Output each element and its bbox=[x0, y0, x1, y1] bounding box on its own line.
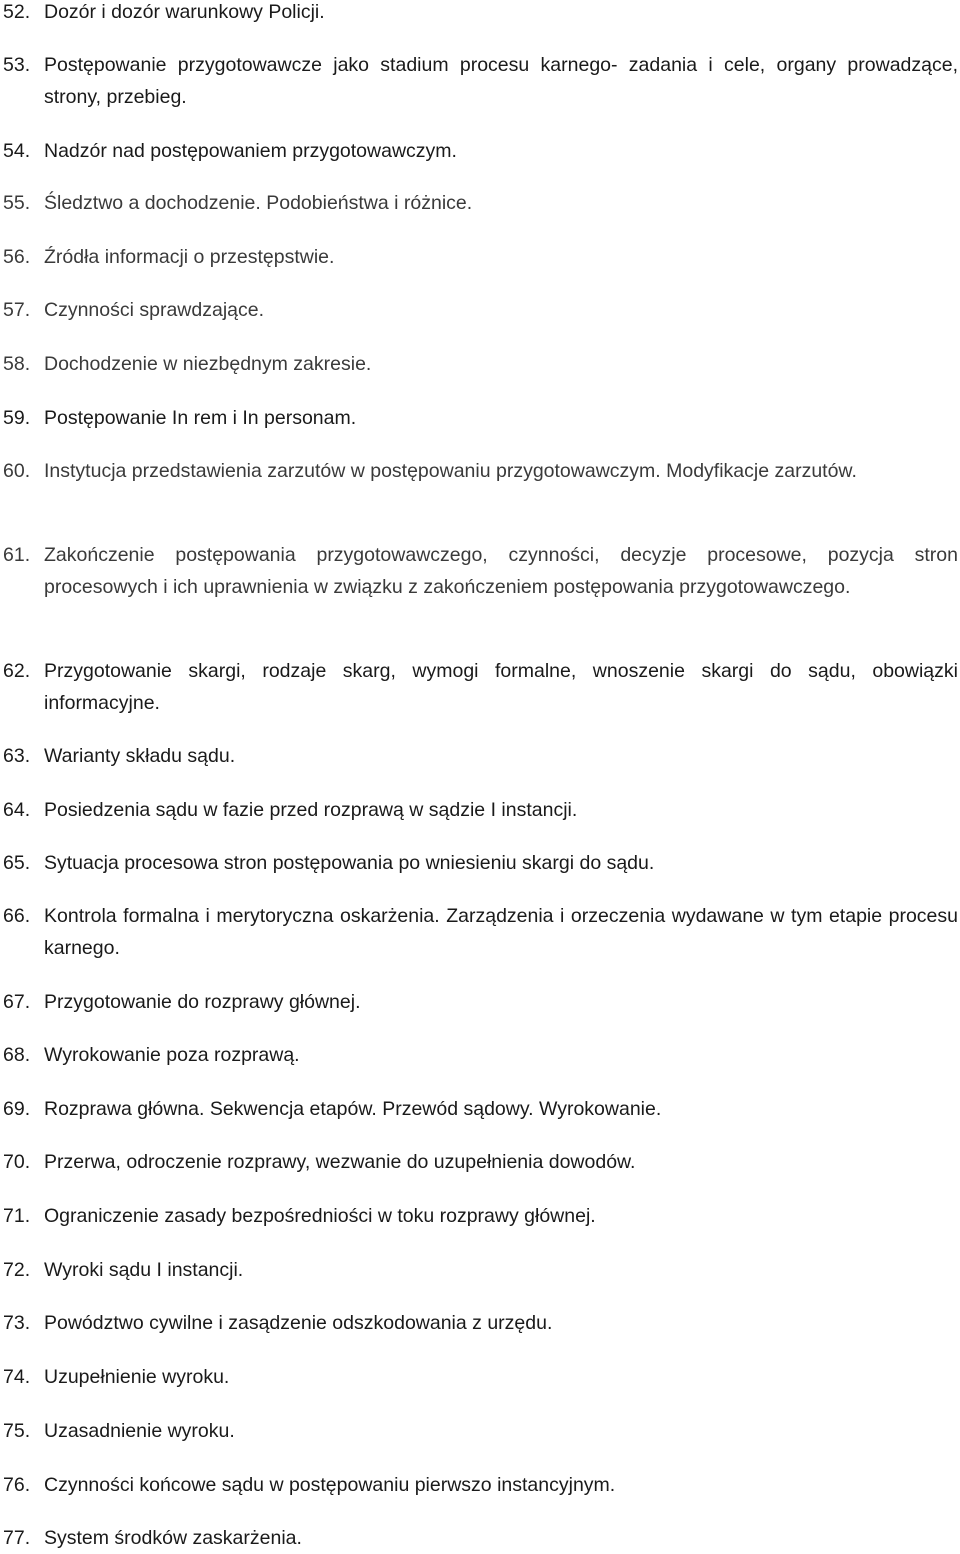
item-text: Instytucja przedstawienia zarzutów w postępowaniu przygotowawczym. Modyfikacje zarzutów. bbox=[44, 460, 857, 482]
item-number: 67. bbox=[3, 991, 31, 1013]
item-text: Postępowanie przygotowawcze jako stadium procesu karnego- zadania i cele, organy prowadzące, strony, przebieg. bbox=[44, 54, 958, 108]
item-number: 61. bbox=[3, 544, 31, 566]
item-text: Źródła informacji o przestępstwie. bbox=[44, 246, 335, 268]
list-item bbox=[0, 1039, 960, 1071]
item-number: 65. bbox=[3, 852, 31, 874]
item-text: Śledztwo a dochodzenie. Podobieństwa i różnice. bbox=[44, 192, 473, 214]
item-text: Postępowanie In rem i In personam. bbox=[44, 407, 357, 429]
list-item bbox=[0, 847, 960, 879]
item-text: Sytuacja procesowa stron postępowania po wniesieniu skargi do sądu. bbox=[44, 852, 655, 874]
list-item bbox=[0, 1093, 960, 1125]
list-item bbox=[0, 1522, 960, 1554]
list-item bbox=[0, 1146, 960, 1178]
item-number: 60. bbox=[3, 460, 31, 482]
list-item bbox=[0, 187, 960, 219]
item-number: 63. bbox=[3, 745, 31, 767]
item-text: Posiedzenia sądu w fazie przed rozprawą w sądzie I instancji. bbox=[44, 799, 578, 821]
list-item bbox=[0, 294, 960, 326]
item-number: 62. bbox=[3, 660, 31, 682]
item-text: Wyrokowanie poza rozprawą. bbox=[44, 1044, 300, 1066]
item-text: Powództwo cywilne i zasądzenie odszkodowania z urzędu. bbox=[44, 1312, 553, 1334]
list-item bbox=[0, 740, 960, 772]
item-number: 73. bbox=[3, 1312, 31, 1334]
list-item bbox=[0, 1361, 960, 1393]
item-text: Dozór i dozór warunkowy Policji. bbox=[44, 1, 325, 23]
item-number: 76. bbox=[3, 1474, 31, 1496]
item-text: Czynności sprawdzające. bbox=[44, 299, 265, 321]
item-text: Czynności końcowe sądu w postępowaniu pierwszo instancyjnym. bbox=[44, 1474, 616, 1496]
list-item bbox=[0, 1469, 960, 1501]
item-number: 53. bbox=[3, 54, 31, 76]
list-item bbox=[0, 1200, 960, 1232]
item-number: 58. bbox=[3, 353, 31, 375]
item-text: Kontrola formalna i merytoryczna oskarżenia. Zarządzenia i orzeczenia wydawane w tym etapie procesu karnego. bbox=[44, 905, 958, 959]
list-item bbox=[0, 348, 960, 380]
item-text: Warianty składu sądu. bbox=[44, 745, 236, 767]
item-number: 69. bbox=[3, 1098, 31, 1120]
list-item bbox=[0, 900, 960, 964]
item-text: Ograniczenie zasady bezpośredniości w toku rozprawy głównej. bbox=[44, 1205, 596, 1227]
item-text: Wyroki sądu I instancji. bbox=[44, 1259, 244, 1281]
item-number: 74. bbox=[3, 1366, 31, 1388]
list-item bbox=[0, 0, 960, 28]
list-item bbox=[0, 986, 960, 1018]
list-item bbox=[0, 655, 960, 719]
item-text: Dochodzenie w niezbędnym zakresie. bbox=[44, 353, 372, 375]
item-number: 66. bbox=[3, 905, 31, 927]
item-text: Przerwa, odroczenie rozprawy, wezwanie do uzupełnienia dowodów. bbox=[44, 1151, 636, 1173]
item-text: Przygotowanie skargi, rodzaje skarg, wymogi formalne, wnoszenie skargi do sądu, obowiązki informacyjne. bbox=[44, 660, 958, 714]
item-number: 68. bbox=[3, 1044, 31, 1066]
item-number: 55. bbox=[3, 192, 31, 214]
item-text: Przygotowanie do rozprawy głównej. bbox=[44, 991, 361, 1013]
list-item bbox=[0, 1307, 960, 1339]
item-text: Nadzór nad postępowaniem przygotowawczym. bbox=[44, 140, 457, 162]
list-item bbox=[0, 1415, 960, 1447]
item-text: Rozprawa główna. Sekwencja etapów. Przewód sądowy. Wyrokowanie. bbox=[44, 1098, 662, 1120]
list-item bbox=[0, 539, 960, 603]
item-number: 59. bbox=[3, 407, 31, 429]
item-number: 54. bbox=[3, 140, 31, 162]
item-text: Zakończenie postępowania przygotowawczego, czynności, decyzje procesowe, pozycja stron procesowych i ich uprawnienia w związku z zakończeniem postępowania przygotowawczego. bbox=[44, 544, 958, 598]
item-number: 52. bbox=[3, 1, 31, 23]
list-item bbox=[0, 241, 960, 273]
item-number: 56. bbox=[3, 246, 31, 268]
item-number: 75. bbox=[3, 1420, 31, 1442]
item-number: 57. bbox=[3, 299, 31, 321]
item-number: 72. bbox=[3, 1259, 31, 1281]
list-item bbox=[0, 794, 960, 826]
item-number: 70. bbox=[3, 1151, 31, 1173]
item-text: System środków zaskarżenia. bbox=[44, 1527, 302, 1549]
list-item bbox=[0, 49, 960, 113]
list-item bbox=[0, 1254, 960, 1286]
item-number: 71. bbox=[3, 1205, 31, 1227]
list-item bbox=[0, 455, 960, 487]
list-item bbox=[0, 402, 960, 434]
item-text: Uzasadnienie wyroku. bbox=[44, 1420, 235, 1442]
item-text: Uzupełnienie wyroku. bbox=[44, 1366, 230, 1388]
list-item bbox=[0, 135, 960, 167]
item-number: 77. bbox=[3, 1527, 31, 1549]
item-number: 64. bbox=[3, 799, 31, 821]
